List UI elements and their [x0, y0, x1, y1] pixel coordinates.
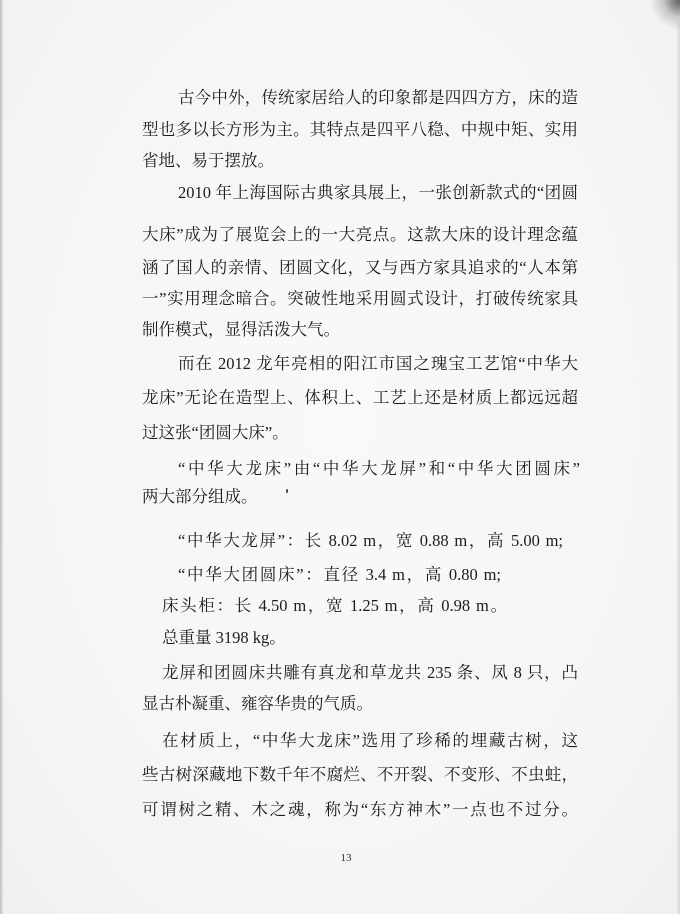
text-line: 过这张“团圆大床”。 — [142, 423, 289, 442]
text-line: 2010 年上海国际古典家具展上，一张创新款式的“团圆 — [178, 183, 578, 202]
spec-bedside-cabinet: 床头柜：长 4.50 m，宽 1.25 m，高 0.98 m。 — [162, 596, 507, 615]
page-number: 13 — [340, 852, 352, 864]
text-line: 些古树深藏地下数千年不腐烂、不开裂、不变形、不虫蛀， — [142, 765, 578, 784]
text-line: 涵了国人的亲情、团圆文化，又与西方家具追求的“人本第 — [142, 258, 578, 277]
scan-speck — [286, 489, 288, 493]
scan-corner-shadow — [646, 0, 680, 30]
scan-right-edge-shadow — [676, 0, 680, 914]
text-line: 型也多以长方形为主。其特点是四平八稳、中规中矩、实用 — [142, 120, 578, 139]
spec-dragon-screen: “中华大龙屏”：长 8.02 m，宽 0.88 m，高 5.00 m; — [178, 531, 563, 550]
spec-round-bed: “中华大团圆床”：直径 3.4 m，高 0.80 m; — [178, 565, 501, 584]
scan-left-edge-shadow — [0, 0, 4, 914]
text-line: 省地、易于摆放。 — [142, 151, 274, 170]
text-line: 龙床”无论在造型上、体积上、工艺上还是材质上都远远超 — [142, 388, 578, 407]
text-line: “中华大龙床”由“中华大龙屏”和“中华大团圆床” — [178, 459, 580, 478]
text-line: 大床”成为了展览会上的一大亮点。这款大床的设计理念蕴 — [142, 225, 578, 244]
text-line: 古今中外，传统家居给人的印象都是四四方方，床的造 — [178, 88, 578, 107]
text-line: 显古朴凝重、雍容华贵的气质。 — [142, 694, 373, 713]
text-line: 两大部分组成。 — [142, 487, 258, 506]
text-line: 一”实用理念暗合。突破性地采用圆式设计，打破传统家具 — [142, 289, 578, 308]
text-line: 龙屏和团圆床共雕有真龙和草龙共 235 条、凤 8 只，凸 — [162, 663, 578, 682]
text-line: 制作模式，显得活泼大气。 — [142, 320, 340, 339]
spec-total-weight: 总重量 3198 kg。 — [162, 628, 286, 647]
text-line: 在材质上，“中华大龙床”选用了珍稀的埋藏古树，这 — [162, 731, 578, 750]
text-line: 而在 2012 龙年亮相的阳江市国之瑰宝工艺馆“中华大 — [178, 354, 578, 373]
text-line: 可谓树之精、木之魂，称为“东方神木”一点也不过分。 — [142, 800, 578, 819]
